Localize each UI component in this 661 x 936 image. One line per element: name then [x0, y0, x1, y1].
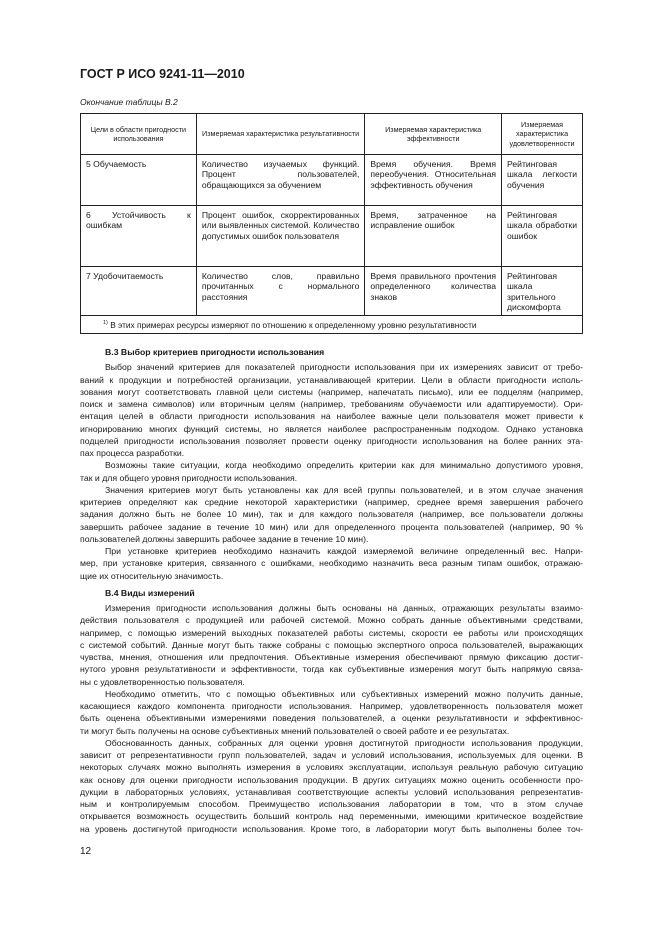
paragraph — [80, 459, 583, 484]
text-line: ентация целей в области пригодности использования на наиболее важные цели пользователя может привести к — [80, 411, 583, 422]
text-line: ным и контролируемым способом. Преимущество использования лаборатории в том, что в этом случае — [80, 799, 583, 809]
text-line: При установке критериев необходимо назначить каждой измеряемой величине определенный вес. Напри- — [105, 546, 583, 556]
text-line: Необходимо отметить, что с помощью объективных или субъективных измерений можно получить данные, — [105, 688, 583, 699]
table-cell: Процент ошибок, скорректированных или выявленных системой. Количество допустимых ошибок пользователя — [196, 206, 365, 267]
table-row — [81, 155, 583, 206]
text-line: поиск и замена символов) или вторичным целям (например, требованиям обучаемости или адаптируемости). Ори- — [80, 399, 583, 409]
footnote-text: В этих примерах ресурсы измеряют по отношению к определенному уровню результативности — [110, 319, 477, 330]
text-line: например, с помощью измерений выходных показателей работы системы, скорости ее работы или происходящих — [80, 627, 583, 638]
document-body — [80, 346, 583, 835]
table-cell: 5 Обучаемость — [81, 155, 197, 206]
text-line: ны с удовлетворенностью пользователя. — [80, 676, 245, 687]
text-line: действия пользователя с продукцией или рабочей системой. Можно собрать данные объективными средствами, — [80, 615, 583, 626]
table-footnote — [81, 316, 583, 334]
table-cell: Время, затраченное на исправление ошибок — [365, 206, 502, 267]
table-header-row — [81, 114, 583, 155]
text-line: так и для общего уровня пригодности использования. — [80, 472, 298, 483]
table-row — [81, 206, 583, 267]
text-line: Возможны такие ситуации, когда необходимо определить критерии как для минимально допустимого уровня, — [105, 460, 583, 471]
text-line: касающиеся каждого компонента пригодности использования. Например, удовлетворенность пользователя может — [80, 701, 583, 711]
header-cell: Цели в области пригодности использования — [81, 114, 197, 155]
footnote-mark: 1) — [103, 320, 108, 327]
text-line: ваний к продукции и потребностей организации, устанавливающей критерии. Цели в области пригодности исполь- — [80, 374, 583, 385]
header-cell: Измеряемая характеристика удовлетворенности — [502, 114, 583, 155]
section-heading: В.3 Выбор критериев пригодности использования — [105, 347, 325, 357]
table-cell: Время правильного прочтения определенного количества знаков — [365, 267, 502, 316]
table-cell: Рейтинговая шкала легкости обучения — [502, 155, 583, 206]
text-line: Измерения пригодности использования должны быть основаны на данных, отражающих результаты взаимо- — [105, 603, 583, 613]
text-line: щие их относительную значимость. — [80, 570, 224, 581]
table-cell: Время обучения. Время переобучения. Относительная эффективность обучения — [365, 155, 502, 206]
text-line: Значения критериев могут быть установлены как для всей группы пользователей, и в этом случае значения — [105, 484, 583, 495]
paragraph — [80, 737, 583, 835]
text-line: на уровень достигнутой пригодности использования. Кроме того, в лаборатории могут быть выполнены более точ- — [80, 823, 583, 834]
text-line: с системой событий. Данные могут быть также собраны с помощью экспертного опроса пользователей, выражающих — [80, 639, 583, 650]
text-line: критериев определяют как средние некоторой характеристики (например, среднее время завершения рабочего — [80, 497, 583, 507]
page-number: 12 — [80, 846, 92, 857]
table-row — [81, 267, 583, 316]
text-line: чувства, мнения, отношения или предпочтения. Объективные измерения обеспечивают прямую фиксацию достиг- — [80, 652, 583, 662]
text-line: как основу для оценки пригодности использования продукции. В других ситуациях можно оценить особенности про- — [80, 774, 583, 785]
text-line: пользователей должны завершить рабочее задание в течение 10 мин). — [80, 533, 369, 544]
text-line: подцелей пригодности использования позволяет провести оценку пригодности использования на более ранних эта- — [80, 435, 583, 446]
text-line: завершить рабочее задание в течение 10 мин) или для определенного процента пользователей (например, 90 % — [80, 521, 583, 532]
table-cell: Количество слов, правильно прочитанных с нормального расстояния — [196, 267, 365, 316]
table-b2 — [80, 113, 583, 334]
text-line: некоторых случаях можно выполнять измерения в условиях эксплуатации, используя реальную рабочую ситуацию — [80, 762, 583, 773]
text-line: открывается возможность осуществить больший контроль над переменными, имеющими критическое воздействие — [80, 811, 583, 822]
text-line: задания должно быть не более 10 мин), так и для каждого пользователя (например, все пользователи должны — [80, 509, 583, 520]
text-line: Обоснованность данных, собранных для оценки уровня достигнутой пригодности использования продукции, — [105, 737, 583, 748]
paragraph — [80, 688, 583, 737]
text-line: пах процесса разработки. — [80, 448, 185, 458]
document-header: ГОСТ Р ИСО 9241-11—2010 — [80, 67, 245, 81]
section-heading: В.4 Виды измерений — [105, 587, 195, 598]
text-line: мер, при установке критерия, связанного с ошибками, необходимо назначить веса разным типам ошибок, отражаю- — [80, 558, 583, 569]
header-cell: Измеряемая характеристика результативности — [196, 114, 365, 155]
header-cell: Измеряемая характеристика эффективности — [365, 114, 502, 155]
paragraph — [80, 361, 583, 459]
table-cell: 6 Устойчивость к ошибкам — [81, 206, 197, 267]
text-line: дукции в лабораторных условиях, устанавливая соответствующие аспекты условий использования репрезентатив- — [80, 786, 583, 797]
text-line: зования могут соответствовать главной цели системы (например, напечатать письмо), или ее подцелям (например, — [80, 386, 583, 397]
table-cell: Количество изучаемых функций. Процент пользователей, обращающихся за обучением — [196, 155, 365, 206]
table-cell: Рейтинговая шкала зрительного дискомфорта — [502, 267, 583, 316]
table-footnote-row — [81, 316, 583, 334]
paragraph — [80, 602, 583, 688]
text-line: игнорированию многих функций системы, но является наиболее распространенным подходом. Однако установка — [80, 423, 583, 434]
text-line: быть оценена объективными измерениями поведения пользователей, а оценки результативности и эффективнос- — [80, 713, 583, 724]
text-line: ти могут быть получены на основе субъективных мнений пользователей о своей работе и ее результатах. — [80, 725, 510, 736]
text-line: нутого уровня результативности и эффективности, тогда как субъективные измерения могут быть напрямую связа- — [80, 664, 583, 675]
table-caption: Окончание таблицы В.2 — [80, 97, 178, 107]
text-line: Выбор значений критериев для показателей пригодности использования при их измерениях зависит от требо- — [105, 362, 583, 373]
text-line: зависит от репрезентативности групп пользователей, задач и условий использования, используемых для оценки. В — [80, 750, 583, 760]
paragraph — [80, 545, 583, 582]
table-cell: 7 Удобочитаемость — [81, 267, 197, 316]
table-cell: Рейтинговая шкала обработки ошибок — [502, 206, 583, 267]
paragraph — [80, 484, 583, 545]
